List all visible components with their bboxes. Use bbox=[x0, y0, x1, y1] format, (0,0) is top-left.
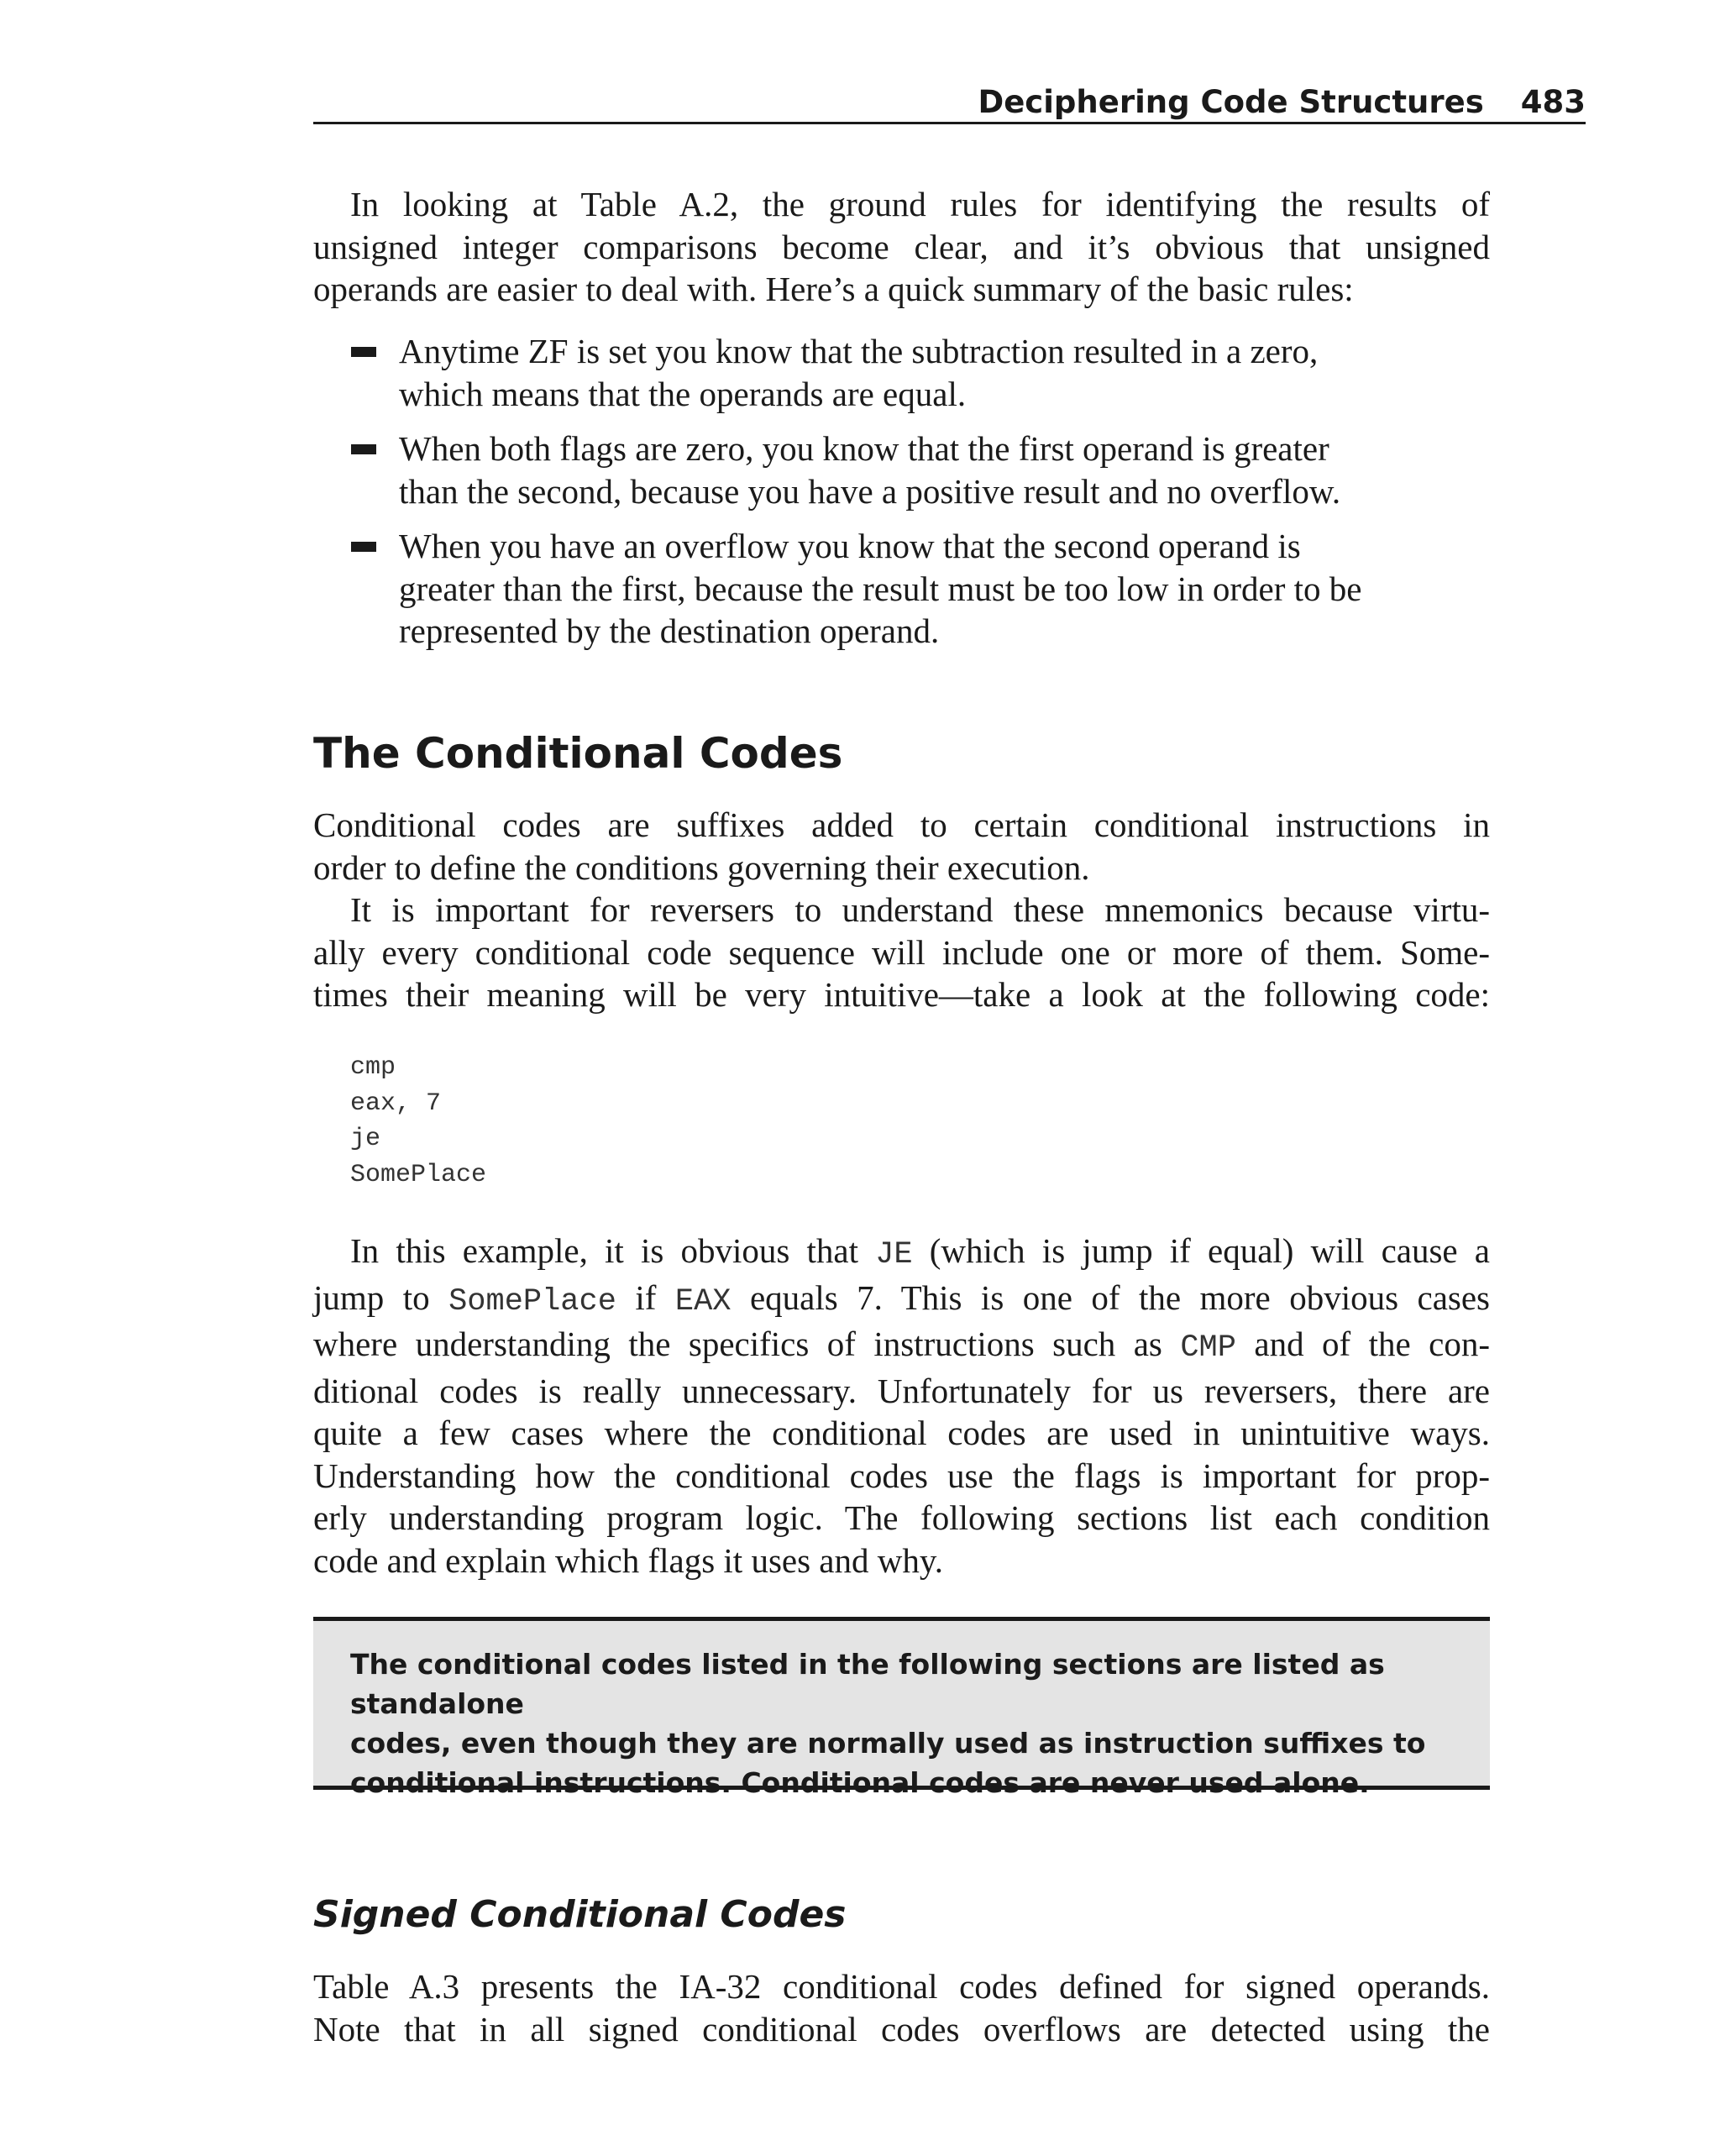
code-line: cmp bbox=[350, 1053, 396, 1082]
text-run: jump to bbox=[313, 1277, 449, 1317]
bullet-line: When you have an overflow you know that the second operand is bbox=[399, 527, 1301, 565]
text-run: where understanding the specifics of instructions such as bbox=[313, 1325, 1181, 1363]
code-line: SomePlace bbox=[350, 1160, 487, 1189]
rules-bullet-list bbox=[313, 330, 1490, 665]
text-run: and of the con- bbox=[1235, 1325, 1490, 1363]
subsection-paragraph bbox=[313, 1965, 1490, 2050]
bullet-line: represented by the destination operand. bbox=[399, 611, 940, 650]
section-paragraphs bbox=[313, 804, 1490, 1016]
example-line: erly understanding program logic. The following sections list each condition bbox=[313, 1498, 1490, 1537]
square-bullet-icon bbox=[351, 542, 376, 552]
para-line: times their meaning will be very intuitive—take a look at the following code: bbox=[313, 975, 1490, 1014]
section-heading: The Conditional Codes bbox=[313, 729, 843, 778]
code-line: je bbox=[350, 1125, 381, 1153]
inline-code: CMP bbox=[1180, 1330, 1236, 1366]
intro-line: unsigned integer comparisons become clear, and it’s obvious that unsigned bbox=[313, 227, 1490, 266]
text-run: if bbox=[616, 1277, 675, 1317]
bullet-line: which means that the operands are equal. bbox=[399, 374, 967, 413]
example-line: code and explain which flags it uses and why. bbox=[313, 1540, 943, 1580]
para-line: ally every conditional code sequence will include one or more of them. Some- bbox=[313, 932, 1490, 972]
example-line bbox=[313, 1323, 1490, 1370]
inline-code: SomePlace bbox=[448, 1283, 616, 1319]
bullet-line: Anytime ZF is set you know that the subtraction resulted in a zero, bbox=[399, 332, 1319, 370]
intro-line: In looking at Table A.2, the ground rules for identifying the results of bbox=[350, 185, 1490, 223]
example-line: Understanding how the conditional codes use the flags is important for prop- bbox=[313, 1456, 1490, 1495]
example-line bbox=[313, 1277, 1490, 1324]
para-line: order to define the conditions governing their execution. bbox=[313, 847, 1090, 887]
bullet-line: than the second, because you have a positive result and no overflow. bbox=[399, 471, 1341, 511]
text-run: equals 7. This is one of the more obvious cases bbox=[731, 1277, 1490, 1317]
bullet-item bbox=[313, 428, 1490, 512]
example-line: quite a few cases where the conditional codes are used in unintuitive ways. bbox=[313, 1414, 1490, 1452]
intro-line: operands are easier to deal with. Here’s a quick summary of the basic rules: bbox=[313, 270, 1354, 308]
code-listing bbox=[350, 1050, 486, 1193]
bullet-item bbox=[313, 330, 1490, 415]
note-line: The conditional codes listed in the following sections are listed as standalone bbox=[350, 1648, 1385, 1720]
para-line: It is important for reversers to understand these mnemonics because virtu- bbox=[350, 890, 1490, 929]
running-head-title: Deciphering Code Structures bbox=[978, 84, 1484, 120]
intro-paragraph bbox=[313, 183, 1490, 311]
para-line: Table A.3 presents the IA-32 conditional codes defined for signed operands. bbox=[313, 1967, 1490, 2006]
note-line: codes, even though they are normally used as instruction suffixes to bbox=[350, 1727, 1426, 1760]
note-box bbox=[313, 1617, 1490, 1799]
subsection-heading: Signed Conditional Codes bbox=[313, 1893, 847, 1936]
square-bullet-icon bbox=[351, 347, 376, 357]
example-line bbox=[313, 1230, 1490, 1277]
bullet-line: When both flags are zero, you know that the first operand is greater bbox=[399, 429, 1329, 468]
inline-code: JE bbox=[875, 1237, 913, 1272]
inline-code: EAX bbox=[674, 1283, 732, 1319]
text-run: (which is jump if equal) will cause a bbox=[912, 1231, 1490, 1270]
running-head bbox=[313, 81, 1586, 124]
para-line: Note that in all signed conditional codes overflows are detected using the bbox=[313, 2009, 1490, 2048]
bullet-item bbox=[313, 525, 1490, 653]
para-line: Conditional codes are suffixes added to certain conditional instructions in bbox=[313, 805, 1490, 844]
text-run: In this example, it is obvious that bbox=[350, 1231, 876, 1270]
page-number: 483 bbox=[1520, 84, 1586, 120]
code-line: eax, 7 bbox=[350, 1088, 442, 1118]
example-line: ditional codes is really unnecessary. Unfortunately for us reversers, there are bbox=[313, 1371, 1490, 1410]
note-line: conditional instructions. Conditional codes are never used alone. bbox=[350, 1766, 1370, 1799]
bullet-line: greater than the first, because the result must be too low in order to be bbox=[399, 569, 1362, 608]
example-paragraph bbox=[313, 1230, 1490, 1582]
square-bullet-icon bbox=[351, 444, 376, 454]
